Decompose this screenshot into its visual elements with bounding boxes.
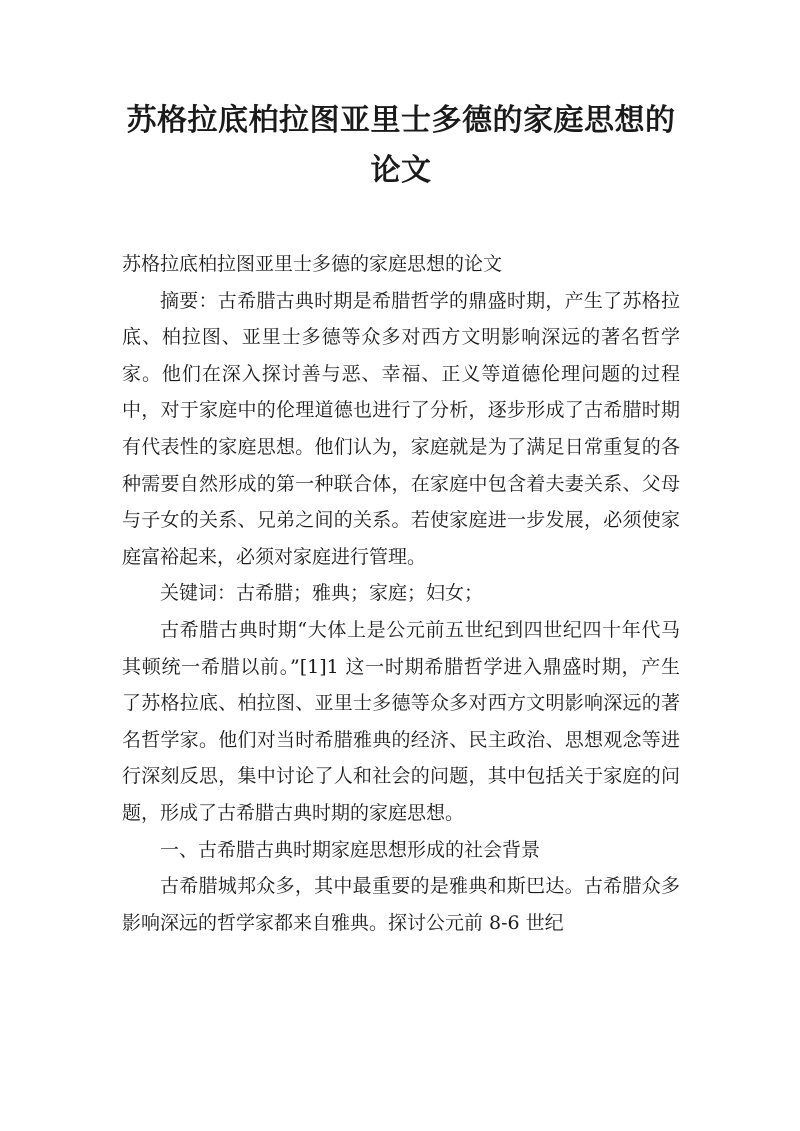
section-heading: 一、古希腊古典时期家庭思想形成的社会背景 xyxy=(160,838,541,861)
document-title: 苏格拉底柏拉图亚里士多德的家庭思想的论文 xyxy=(126,103,676,188)
intro-paragraph: 古希腊古典时期“大体上是公元前五世纪到四世纪四十年代马其顿统一希腊以前。”[1]1 这一时期希腊哲学进入鼎盛时期，产生了苏格拉底、柏拉图、亚里士多德等众多对西方文明影响深远的著名哲学家。他们对当时希腊雅典的经济、民主政治、思想观念等进行深刻反思，集中讨论了人和社会的问题，其中包括关于家庭的问题，形成了古希腊古典时期的家庭思想。 xyxy=(122,618,680,824)
keywords-paragraph: 关键词：古希腊；雅典；家庭；妇女； xyxy=(160,582,484,605)
subtitle-paragraph: 苏格拉底柏拉图亚里士多德的家庭思想的论文 xyxy=(122,253,503,275)
section-paragraph: 古希腊城邦众多，其中最重要的是雅典和斯巴达。古希腊众多影响深远的哲学家都来自雅典。探讨公元前 8-6 世纪 xyxy=(122,875,680,934)
document-body xyxy=(122,246,680,941)
abstract-paragraph: 摘要：古希腊古典时期是希腊哲学的鼎盛时期，产生了苏格拉底、柏拉图、亚里士多德等众多对西方文明影响深远的著名哲学家。他们在深入探讨善与恶、幸福、正义等道德伦理问题的过程中，对于家庭中的伦理道德也进行了分析，逐步形成了古希腊时期有代表性的家庭思想。他们认为，家庭就是为了满足日常重复的各种需要自然形成的第一种联合体，在家庭中包含着夫妻关系、父母与子女的关系、兄弟之间的关系。若使家庭进一步发展，必须使家庭富裕起来，必须对家庭进行管理。 xyxy=(122,289,680,568)
